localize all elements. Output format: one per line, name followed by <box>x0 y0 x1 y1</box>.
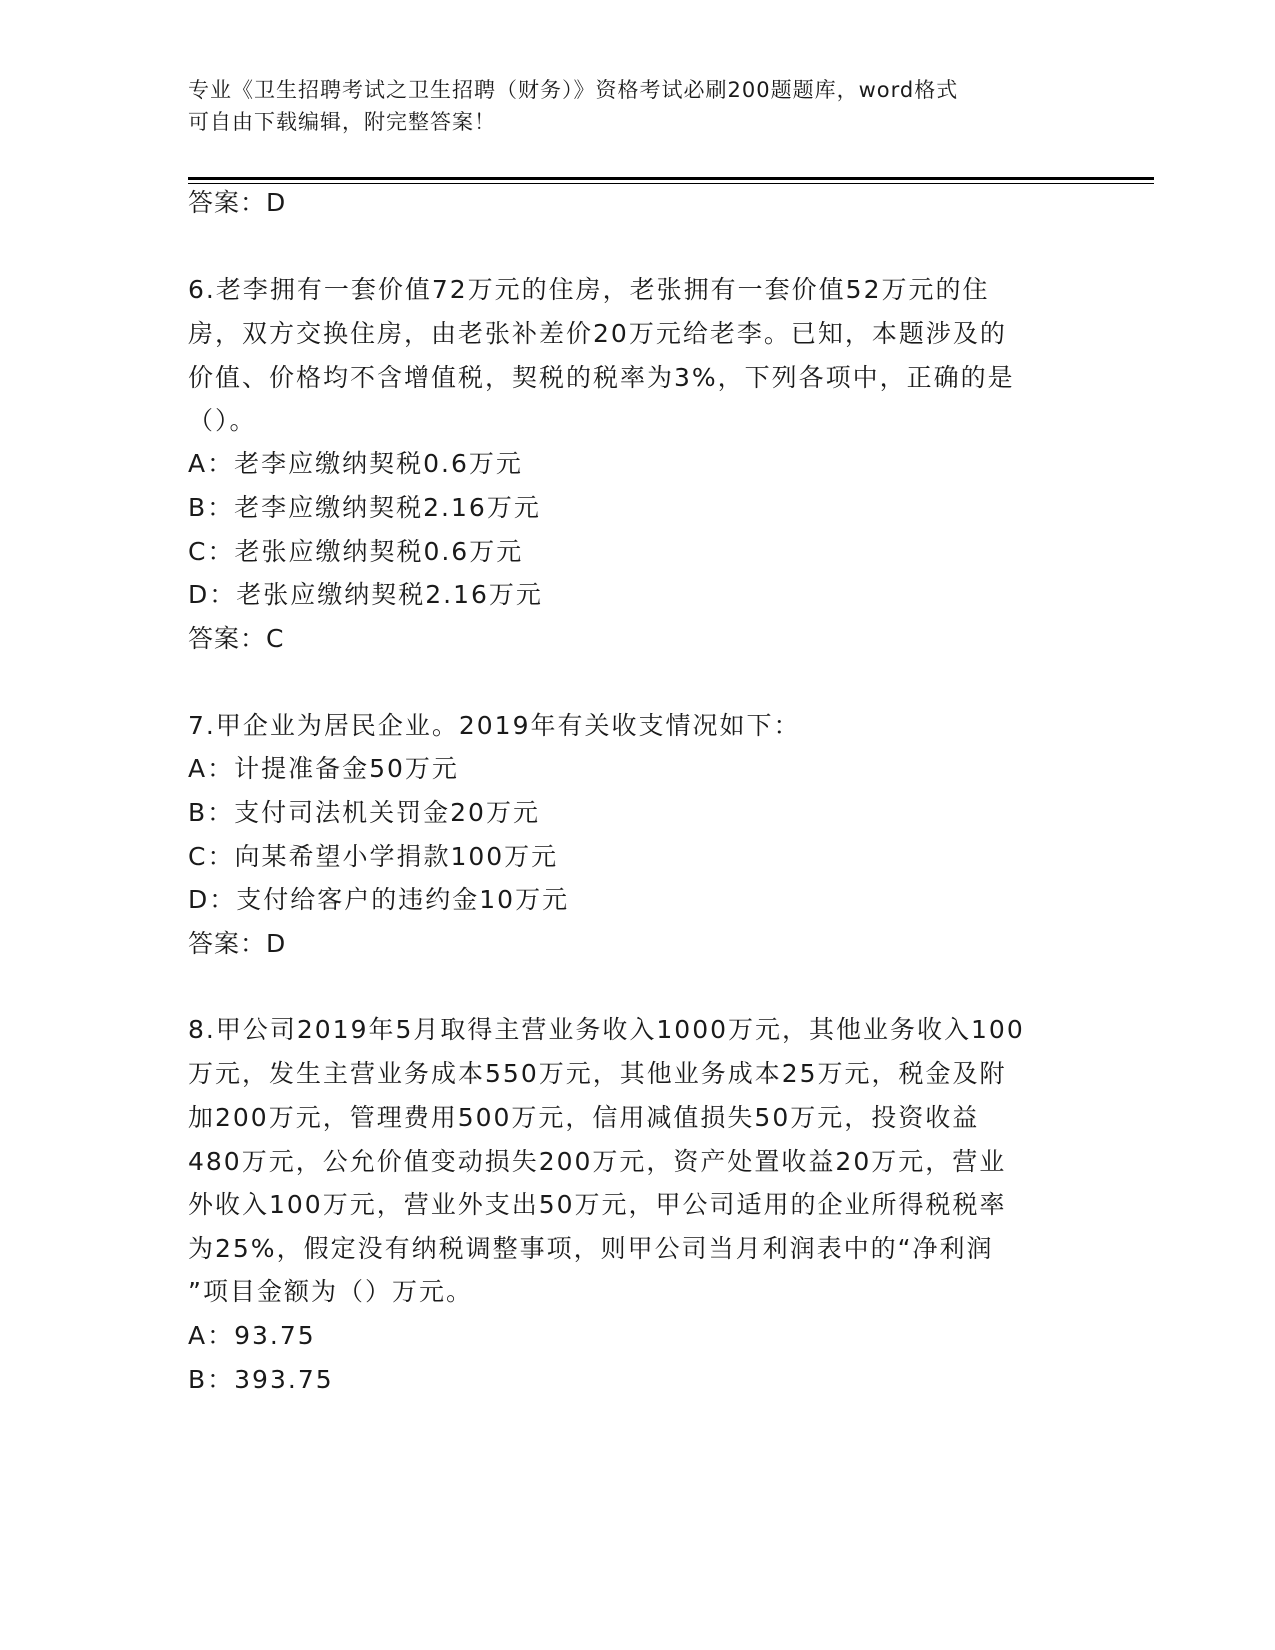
document-header <box>188 74 1088 138</box>
q8-option-b: B：393.75 <box>188 1365 334 1394</box>
q6-option-c: C：老张应缴纳契税0.6万元 <box>188 537 524 566</box>
q6-option-a: A：老李应缴纳契税0.6万元 <box>188 449 523 478</box>
q8-text-line: ”项目金额为（）万元。 <box>188 1277 473 1306</box>
header-line-2: 可自由下载编辑，附完整答案！ <box>188 110 496 134</box>
q6-text-line: （）。 <box>188 406 257 435</box>
q8-text-line: 外收入100万元，营业外支出50万元，甲公司适用的企业所得税税率 <box>188 1190 1007 1219</box>
q7-option-b: B：支付司法机关罚金20万元 <box>188 798 540 827</box>
q7-option-a: A：计提准备金50万元 <box>188 754 459 783</box>
q7-option-c: C：向某希望小学捐款100万元 <box>188 842 559 871</box>
q6-text-line: 房，双方交换住房，由老张补差价20万元给老李。已知，本题涉及的 <box>188 319 1007 348</box>
q8-text-line: 为25%，假定没有纳税调整事项，则甲公司当月利润表中的“净利润 <box>188 1234 994 1263</box>
q7-option-d: D：支付给客户的违约金10万元 <box>188 885 570 914</box>
q6-option-b: B：老李应缴纳契税2.16万元 <box>188 493 541 522</box>
q6-option-d: D：老张应缴纳契税2.16万元 <box>188 580 543 609</box>
answer-previous: 答案：D <box>188 188 287 217</box>
q7-answer: 答案：D <box>188 929 287 958</box>
q6-text-line: 价值、价格均不含增值税，契税的税率为3%，下列各项中，正确的是 <box>188 363 1015 392</box>
q6-text-line: 6.老李拥有一套价值72万元的住房，老张拥有一套价值52万元的住 <box>188 275 990 304</box>
header-line-1: 专业《卫生招聘考试之卫生招聘（财务）》资格考试必刷200题题库，word格式 <box>188 78 959 102</box>
q8-text-line: 480万元，公允价值变动损失200万元，资产处置收益20万元，营业 <box>188 1147 1007 1176</box>
q8-text-line: 8.甲公司2019年5月取得主营业务收入1000万元，其他业务收入100 <box>188 1015 1025 1044</box>
q6-answer: 答案：C <box>188 624 285 653</box>
q8-text-line: 加200万元，管理费用500万元，信用减值损失50万元，投资收益 <box>188 1103 980 1132</box>
q7-text-line: 7.甲企业为居民企业。2019年有关收支情况如下： <box>188 711 801 740</box>
q8-option-a: A：93.75 <box>188 1321 316 1350</box>
q8-text-line: 万元，发生主营业务成本550万元，其他业务成本25万元，税金及附 <box>188 1059 1007 1088</box>
